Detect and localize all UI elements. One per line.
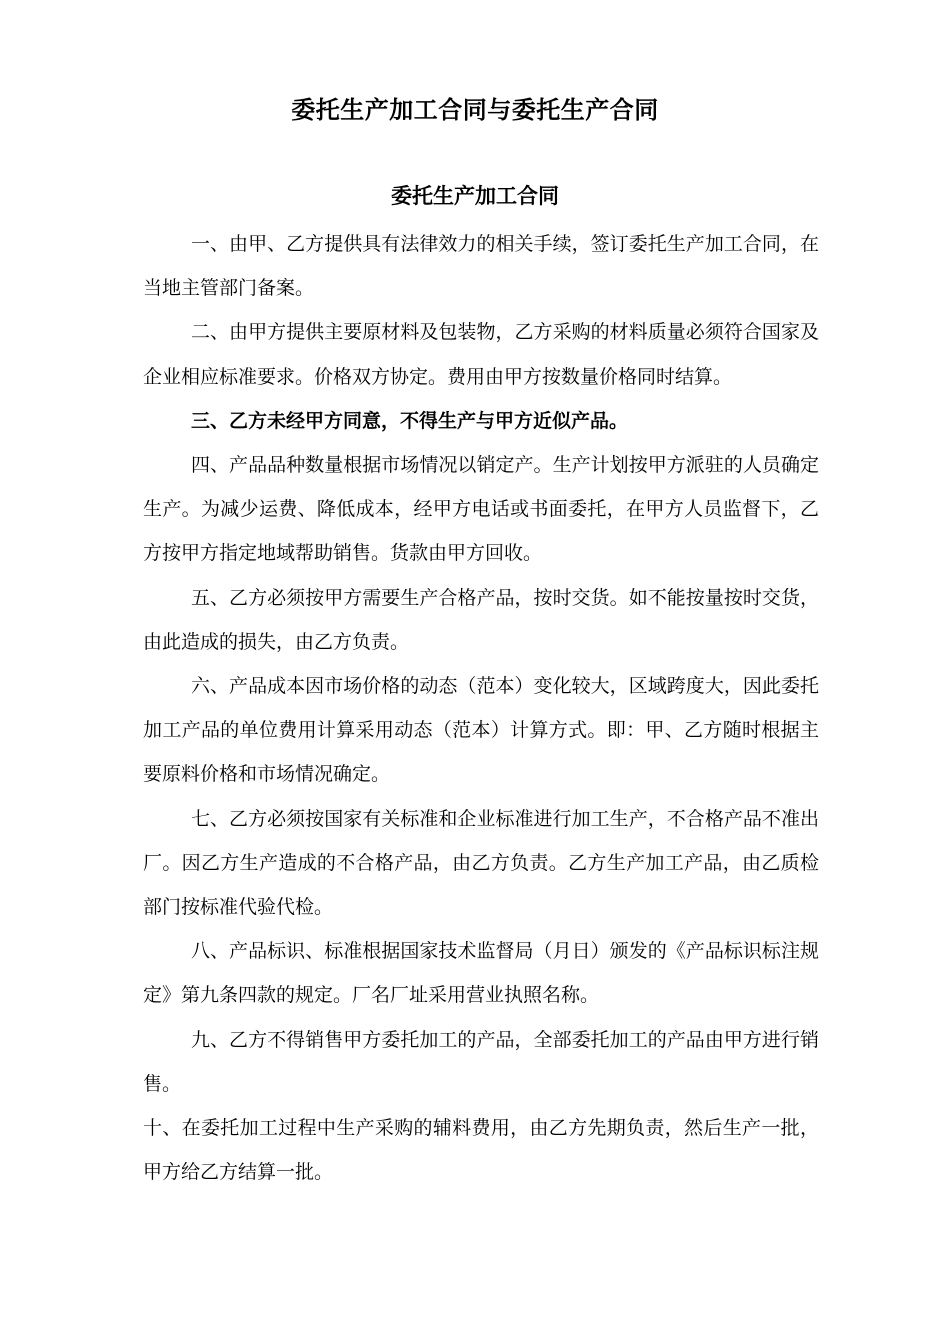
clause-7: 七、乙方必须按国家有关标准和企业标准进行加工生产，不合格产品不准出厂。因乙方生产造成的不合格产品，由乙方负责。乙方生产加工产品，由乙质检部门按标准代验代检。: [143, 807, 819, 919]
clause-8: 八、产品标识、标准根据国家技术监督局（月日）颁发的《产品标识标注规定》第九条四款的规定。厂名厂址采用营业执照名称。: [143, 940, 819, 1007]
clause-6: 六、产品成本因市场价格的动态（范本）变化较大，区域跨度大，因此委托加工产品的单位费用计算采用动态（范本）计算方式。即：甲、乙方随时根据主要原料价格和市场情况确定。: [143, 675, 819, 786]
clause-4: 四、产品品种数量根据市场情况以销定产。生产计划按甲方派驻的人员确定生产。为减少运费、降低成本，经甲方电话或书面委托，在甲方人员监督下，乙方按甲方指定地域帮助销售。货款由甲方回收。: [143, 454, 819, 565]
clause-9: 九、乙方不得销售甲方委托加工的产品，全部委托加工的产品由甲方进行销售。: [143, 1028, 819, 1095]
document-title: 委托生产加工合同与委托生产合同: [291, 96, 659, 124]
clause-5: 五、乙方必须按甲方需要生产合格产品，按时交货。如不能按量按时交货，由此造成的损失，由乙方负责。: [143, 586, 819, 653]
section-title: 委托生产加工合同: [391, 184, 559, 208]
clause-1: 一、由甲、乙方提供具有法律效力的相关手续，签订委托生产加工合同，在当地主管部门备案。: [143, 233, 819, 300]
clause-10: 十、在委托加工过程中生产采购的辅料费用，由乙方先期负责，然后生产一批，甲方给乙方结算一批。: [143, 1117, 819, 1184]
clause-2: 二、由甲方提供主要原材料及包装物，乙方采购的材料质量必须符合国家及企业相应标准要求。价格双方协定。费用由甲方按数量价格同时结算。: [143, 321, 819, 388]
clause-3: 三、乙方未经甲方同意，不得生产与甲方近似产品。: [191, 409, 629, 432]
contract-body: [143, 222, 819, 1194]
